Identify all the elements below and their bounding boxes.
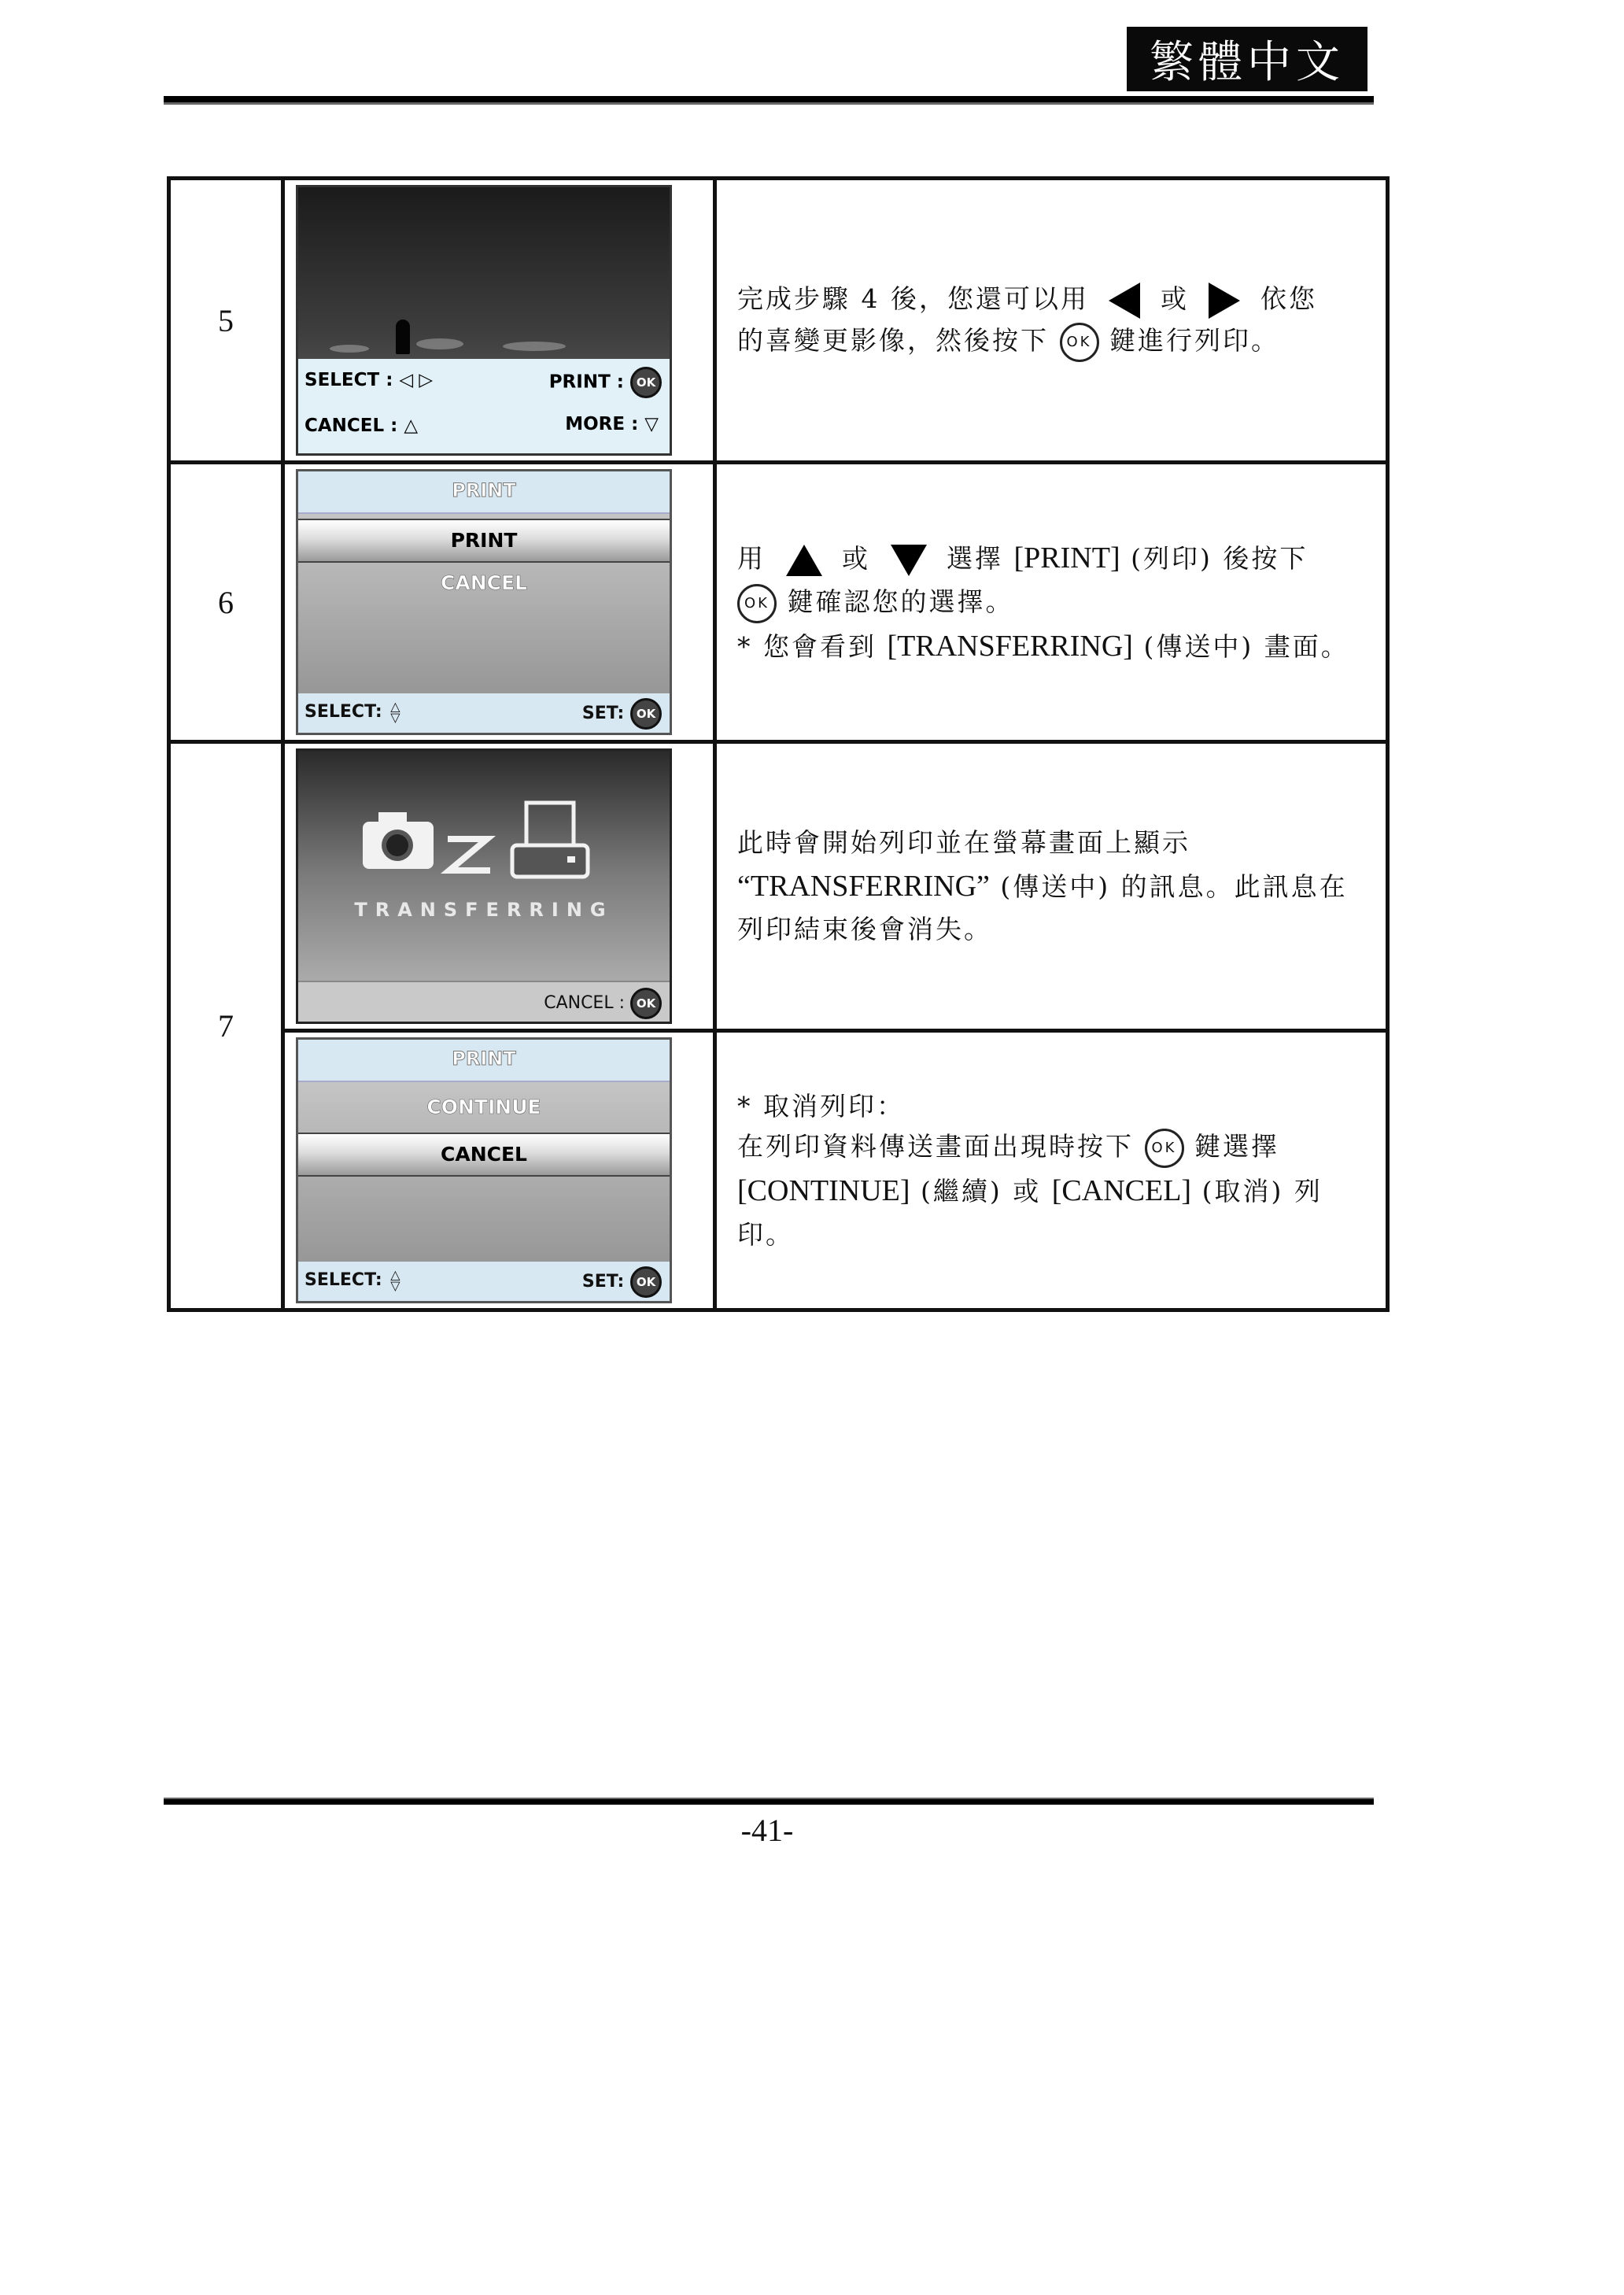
desc-text: 鍵進行列印。 (1109, 325, 1279, 356)
ok-icon: OK (630, 988, 662, 1019)
menu-item-cancel: CANCEL (298, 1133, 670, 1177)
desc-text: 此時會開始列印並在螢幕畫面上顯示 (737, 827, 1190, 859)
cloud-shape (416, 338, 463, 349)
desc-text: “TRANSFERRING” (737, 869, 990, 903)
camera-to-printer-icon (361, 798, 613, 885)
desc-text: 依您 (1260, 283, 1317, 314)
table-row (169, 742, 1388, 1031)
menu-item-continue: CONTINUE (426, 1096, 541, 1118)
more-label: MORE : (565, 414, 639, 434)
desc-text: (傳送中) 的訊息。此訊息在 (1000, 870, 1348, 902)
language-tag: 繁體中文 (1127, 27, 1367, 91)
desc-text: 列印結束後會消失。 (737, 914, 992, 945)
step-description (715, 742, 1388, 1031)
select-label: SELECT: (304, 1270, 382, 1290)
transferring-text: TRANSFERRING (354, 899, 614, 921)
cloud-shape (330, 345, 369, 353)
table-row (169, 463, 1388, 742)
desc-text: (傳送中) 畫面。 (1143, 630, 1349, 662)
cancel-label: CANCEL : (304, 416, 398, 436)
table-row (169, 179, 1388, 463)
lcd-screen-transferring (296, 748, 672, 1024)
desc-text: (取消) 列 (1201, 1176, 1323, 1207)
lcd-bottom-bar (298, 981, 670, 1022)
desc-text: * 您會看到 (737, 630, 877, 662)
ok-button-icon: OK (1060, 323, 1099, 362)
desc-text: [CONTINUE] (737, 1174, 910, 1208)
screen-cell (283, 463, 715, 742)
lcd-bottom-bar (298, 693, 670, 733)
lcd-screen-print-menu (296, 469, 672, 735)
left-arrow-icon (1107, 281, 1142, 320)
ok-icon: OK (630, 367, 662, 398)
header-rule (164, 96, 1374, 105)
ok-button-icon: OK (1145, 1129, 1184, 1168)
set-label: SET: (581, 704, 625, 723)
desc-text: 在列印資料傳送畫面出現時按下 (737, 1131, 1134, 1162)
desc-text: (繼續) 或 (921, 1176, 1042, 1207)
screen-cell (283, 1031, 715, 1310)
steps-table (167, 176, 1390, 1312)
tree-silhouette (396, 320, 410, 354)
menu-item-print: PRINT (298, 519, 670, 563)
menu-item-cancel: CANCEL (441, 571, 527, 594)
desc-text: [TRANSFERRING] (887, 629, 1133, 663)
desc-text: 鍵確認您的選擇。 (787, 586, 1014, 617)
ok-icon: OK (630, 698, 662, 730)
step-number: 7 (169, 742, 283, 1310)
cloud-shape (503, 342, 566, 351)
step-number: 5 (169, 179, 283, 463)
desc-text: (列印) 後按下 (1131, 542, 1308, 574)
menu-title: PRINT (452, 1048, 516, 1070)
desc-text: 用 (737, 542, 766, 574)
ok-icon: OK (630, 1266, 662, 1298)
desc-text: 選擇 (947, 542, 1003, 574)
page-number: -41- (740, 1813, 794, 1848)
screen-cell (283, 742, 715, 1031)
right-arrow-icon (1207, 281, 1242, 320)
step-description (715, 1031, 1388, 1310)
lcd-bottom-bar (298, 359, 670, 453)
step-number: 6 (169, 463, 283, 742)
desc-text: 完成步驟 4 後，您還可以用 (737, 283, 1089, 314)
up-icon: △ (404, 416, 419, 436)
screen-cell (283, 179, 715, 463)
lcd-screen-print-select (296, 185, 672, 456)
down-arrow-icon (889, 543, 928, 578)
select-label: SELECT : (304, 370, 393, 390)
left-right-icon: ◁ ▷ (399, 370, 434, 390)
lcd-screen-cancel-menu (296, 1037, 672, 1303)
down-icon: ▽ (644, 414, 659, 434)
up-arrow-icon (784, 543, 824, 578)
desc-text: 或 (842, 542, 870, 574)
menu-title: PRINT (452, 479, 516, 501)
print-label: PRINT : (548, 371, 624, 393)
up-down-icon: △ ▽ (390, 699, 400, 725)
ok-button-icon: OK (737, 584, 777, 623)
up-down-icon: △ ▽ (390, 1267, 400, 1293)
select-label: SELECT: (304, 702, 382, 722)
cancel-label: CANCEL : (544, 993, 625, 1013)
set-label: SET: (581, 1272, 625, 1292)
desc-text: [PRINT] (1013, 541, 1120, 575)
lcd-bottom-bar (298, 1262, 670, 1301)
desc-text: 的喜變更影像，然後按下 (737, 325, 1049, 356)
desc-text: * 取消列印： (737, 1090, 905, 1122)
desc-text: 或 (1160, 283, 1189, 314)
desc-text: 印。 (737, 1218, 794, 1250)
step-description (715, 463, 1388, 742)
desc-text: 鍵選擇 (1194, 1131, 1279, 1162)
footer-rule (164, 1798, 1374, 1805)
table-row (169, 1031, 1388, 1310)
step-description (715, 179, 1388, 463)
desc-text: [CANCEL] (1051, 1174, 1192, 1208)
